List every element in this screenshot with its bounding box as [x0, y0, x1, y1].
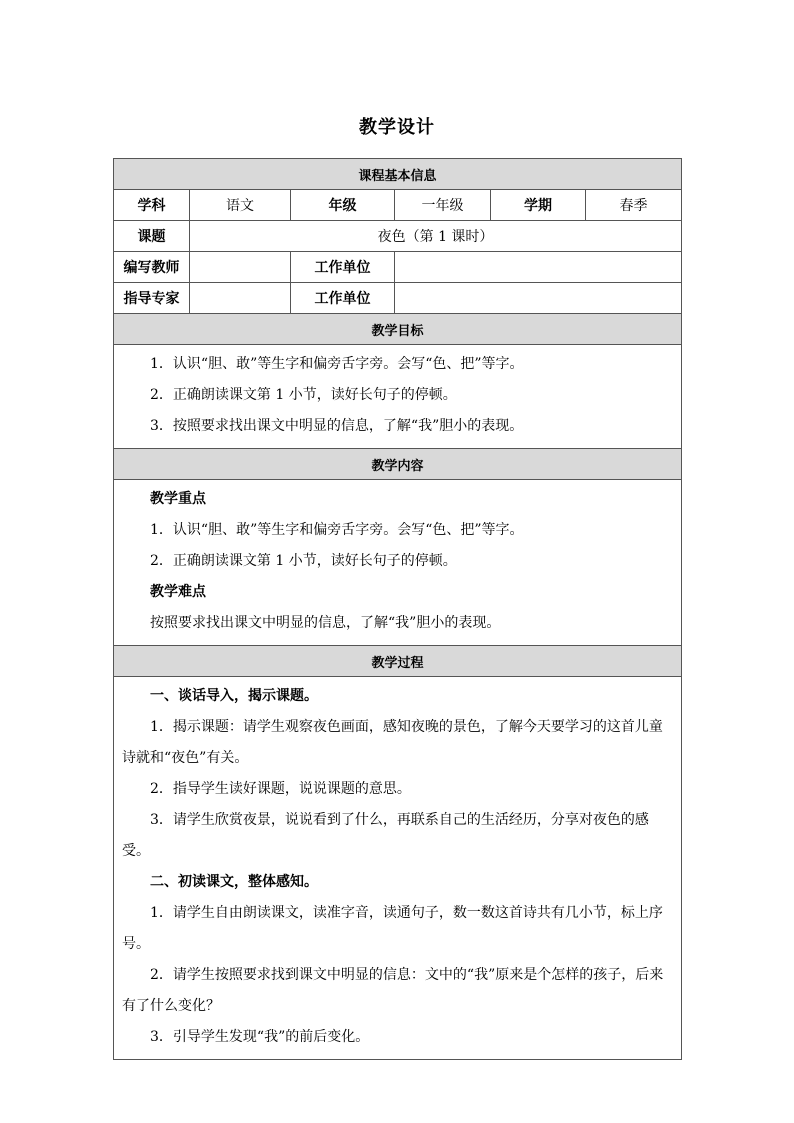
grade-value: 一年级	[395, 190, 491, 221]
lesson-plan-table	[113, 158, 682, 1060]
topic-value: 夜色（第 1 课时）	[190, 221, 682, 252]
process-block	[114, 677, 682, 1060]
list-item: 2．正确朗读课文第 1 小节，读好长句子的停顿。	[150, 553, 457, 569]
key-points-heading: 教学重点	[150, 491, 206, 507]
content-block	[114, 480, 682, 646]
list-item: 3．请学生欣赏夜景，说说看到了什么，再联系自己的生活经历，分享对夜色的感受。	[122, 812, 649, 859]
list-item: 2．正确朗读课文第 1 小节，读好长句子的停顿。	[150, 387, 457, 403]
list-item: 2．指导学生读好课题，说说课题的意思。	[150, 781, 411, 797]
subject-value: 语文	[190, 190, 291, 221]
list-item: 1．揭示课题：请学生观察夜色画面，感知夜晚的景色，了解今天要学习的这首儿童诗就和“夜色”有关。	[122, 719, 663, 766]
list-item: 1．请学生自由朗读课文，读准字音，读通句子，数一数这首诗共有几小节，标上序号。	[122, 905, 663, 952]
list-item: 3．按照要求找出课文中明显的信息，了解“我”胆小的表现。	[150, 418, 524, 434]
author-value	[190, 252, 291, 283]
author-label: 编写教师	[114, 252, 190, 283]
list-item: 1．认识“胆、敢”等生字和偏旁舌字旁。会写“色、把”等字。	[150, 356, 524, 372]
advisor-unit-label: 工作单位	[291, 283, 395, 314]
objectives-header: 教学目标	[114, 314, 682, 345]
page-title: 教学设计	[359, 117, 435, 138]
list-item: 1．认识“胆、敢”等生字和偏旁舌字旁。会写“色、把”等字。	[150, 522, 524, 538]
list-item: 3．引导学生发现“我”的前后变化。	[150, 1029, 370, 1045]
section-heading: 二、初读课文，整体感知。	[150, 874, 318, 890]
objectives-list	[114, 345, 682, 449]
advisor-value	[190, 283, 291, 314]
author-unit-value	[395, 252, 682, 283]
grade-label: 年级	[291, 190, 395, 221]
content-header: 教学内容	[114, 449, 682, 480]
difficulty-text: 按照要求找出课文中明显的信息，了解“我”胆小的表现。	[150, 615, 501, 631]
advisor-label: 指导专家	[114, 283, 190, 314]
process-header: 教学过程	[114, 646, 682, 677]
basic-info-header: 课程基本信息	[114, 159, 682, 190]
advisor-unit-value	[395, 283, 682, 314]
section-heading: 一、谈话导入，揭示课题。	[150, 688, 318, 704]
subject-label: 学科	[114, 190, 190, 221]
topic-label: 课题	[114, 221, 190, 252]
author-unit-label: 工作单位	[291, 252, 395, 283]
term-value: 春季	[586, 190, 682, 221]
list-item: 2．请学生按照要求找到课文中明显的信息：文中的“我”原来是个怎样的孩子，后来有了什么变化？	[122, 967, 664, 1014]
term-label: 学期	[491, 190, 586, 221]
difficulty-heading: 教学难点	[150, 584, 206, 600]
